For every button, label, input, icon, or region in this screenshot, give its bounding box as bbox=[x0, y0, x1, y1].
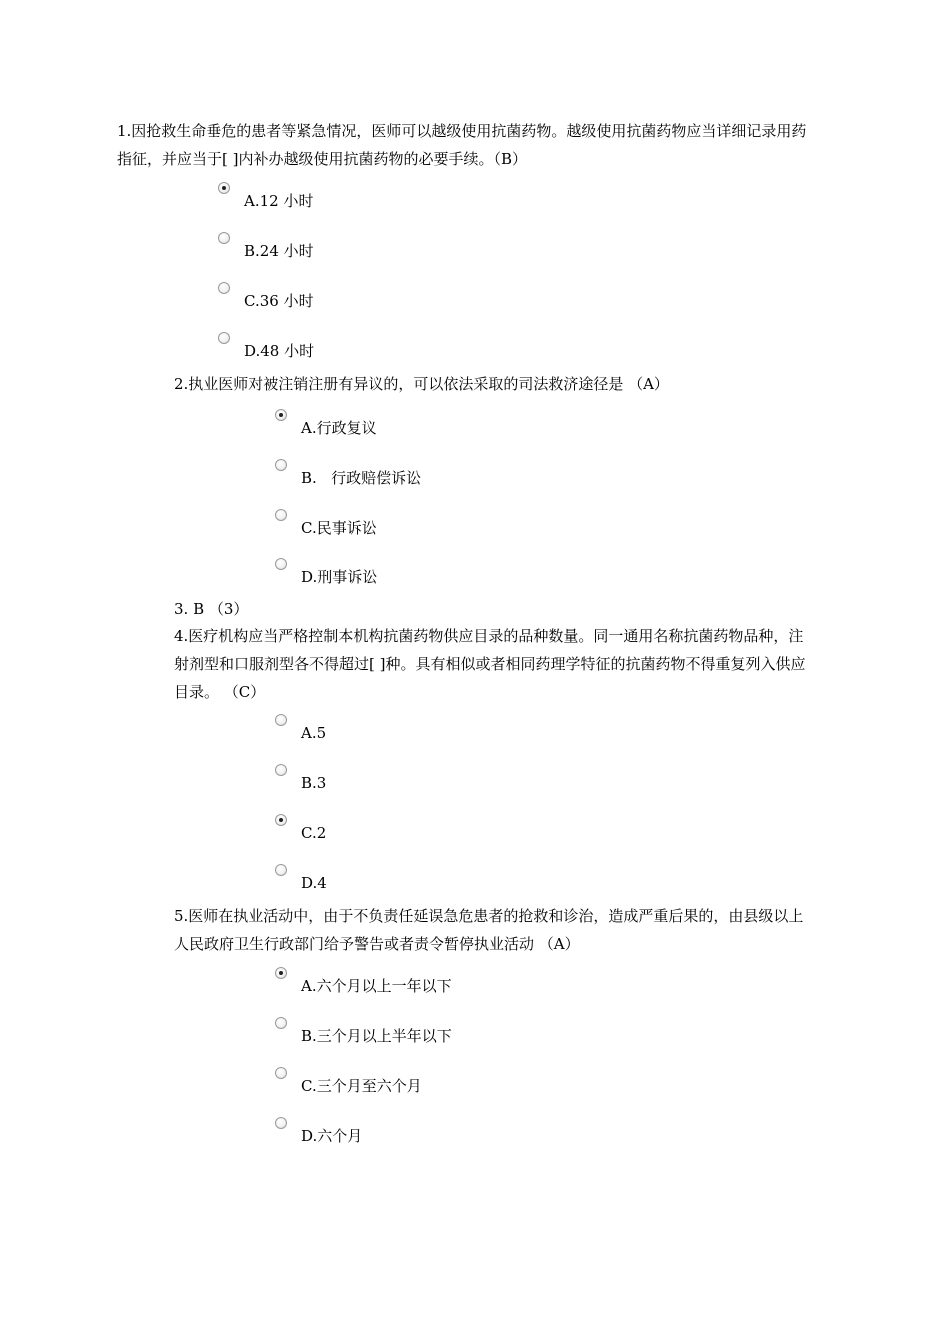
radio-unchecked-icon[interactable] bbox=[275, 509, 287, 521]
radio-checked-icon[interactable] bbox=[275, 967, 287, 979]
question-2-text: 2.执业医师对被注销注册有异议的，可以依法采取的司法救济途径是 （A） bbox=[174, 375, 669, 393]
radio-unchecked-icon[interactable] bbox=[275, 1017, 287, 1029]
radio-checked-icon[interactable] bbox=[275, 409, 287, 421]
option-label: B.3 bbox=[301, 774, 327, 792]
radio-checked-icon[interactable] bbox=[218, 182, 230, 194]
option-label: C.民事诉讼 bbox=[301, 519, 377, 537]
radio-unchecked-icon[interactable] bbox=[218, 332, 230, 344]
radio-unchecked-icon[interactable] bbox=[275, 558, 287, 570]
option-label: D.六个月 bbox=[301, 1127, 363, 1145]
question-4-text: 4.医疗机构应当严格控制本机构抗菌药物供应目录的品种数量。同一通用名称抗菌药物品种，注射剂型和口服剂型各不得超过[ ]种。具有相似或者相同药理学特征的抗菌药物不得重复列入供应目录。 （C） bbox=[174, 627, 806, 701]
option-label: C.三个月至六个月 bbox=[301, 1077, 422, 1095]
question-5-text: 5.医师在执业活动中，由于不负责任延误急危患者的抢救和诊治，造成严重后果的，由县级以上人民政府卫生行政部门给予警告或者责令暂停执业活动 （A） bbox=[174, 907, 804, 953]
question-1-text: 1.因抢救生命垂危的患者等紧急情况，医师可以越级使用抗菌药物。越级使用抗菌药物应当详细记录用药指征，并应当于[ ]内补办越级使用抗菌药物的必要手续。（B） bbox=[117, 122, 807, 168]
option-label: B.24 小时 bbox=[244, 242, 314, 260]
radio-unchecked-icon[interactable] bbox=[275, 864, 287, 876]
option-label: D.48 小时 bbox=[244, 342, 315, 360]
option-label: D.4 bbox=[301, 874, 327, 892]
option-label: A.5 bbox=[301, 724, 327, 742]
radio-unchecked-icon[interactable] bbox=[275, 1067, 287, 1079]
option-label: B.三个月以上半年以下 bbox=[301, 1027, 452, 1045]
option-label: A.12 小时 bbox=[244, 192, 314, 210]
option-label: D.刑事诉讼 bbox=[301, 568, 378, 586]
radio-unchecked-icon[interactable] bbox=[275, 459, 287, 471]
radio-unchecked-icon[interactable] bbox=[218, 282, 230, 294]
option-label: A.六个月以上一年以下 bbox=[301, 977, 452, 995]
radio-unchecked-icon[interactable] bbox=[218, 232, 230, 244]
option-label: B. 行政赔偿诉讼 bbox=[301, 469, 422, 487]
radio-unchecked-icon[interactable] bbox=[275, 714, 287, 726]
option-label: C.36 小时 bbox=[244, 292, 314, 310]
question-3-text: 3. B （3） bbox=[174, 600, 249, 618]
option-label: A.行政复议 bbox=[301, 419, 377, 437]
option-label: C.2 bbox=[301, 824, 327, 842]
radio-unchecked-icon[interactable] bbox=[275, 1117, 287, 1129]
radio-checked-icon[interactable] bbox=[275, 814, 287, 826]
radio-unchecked-icon[interactable] bbox=[275, 764, 287, 776]
